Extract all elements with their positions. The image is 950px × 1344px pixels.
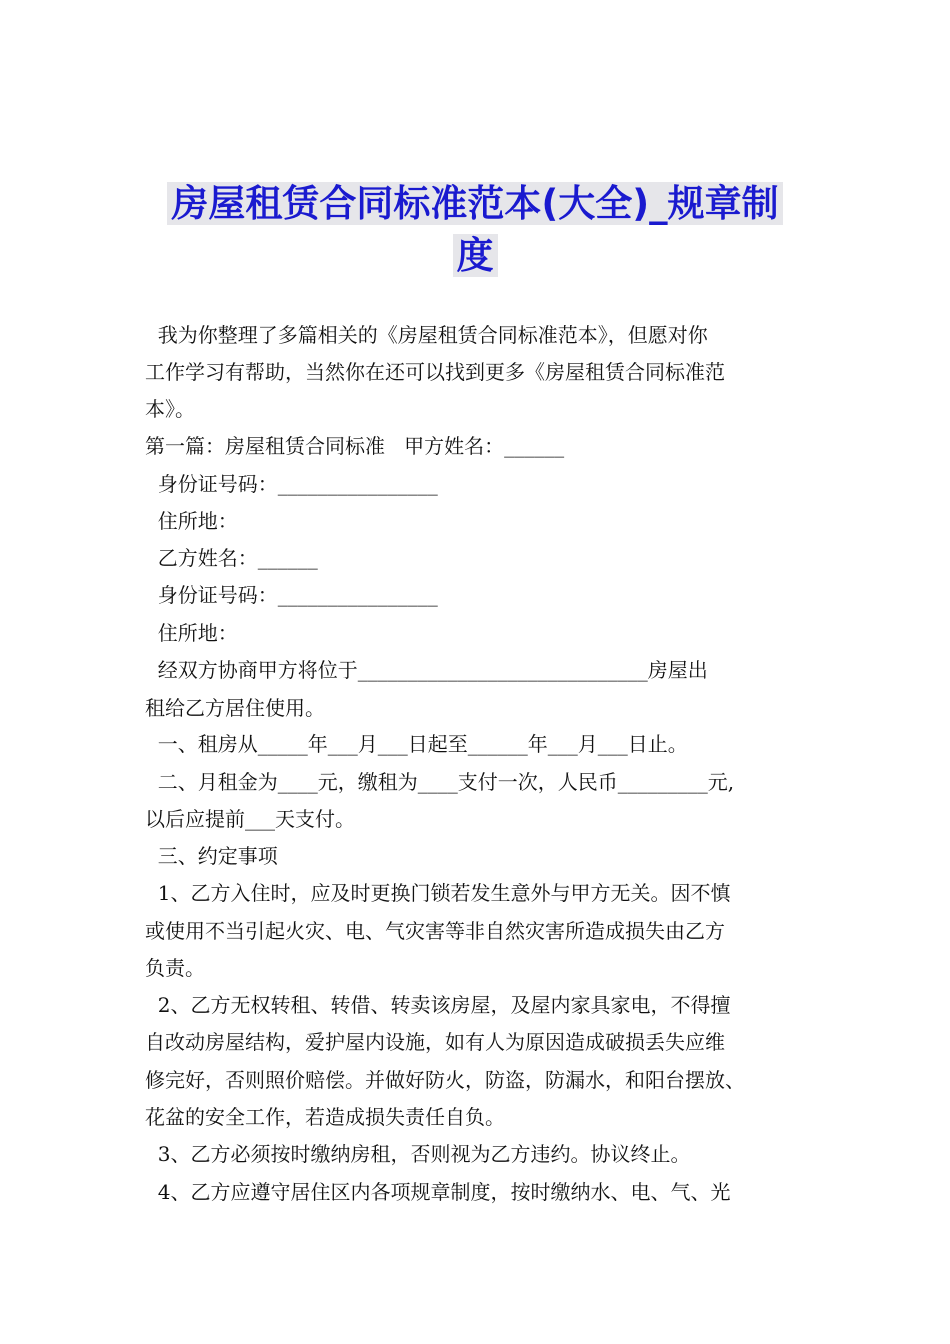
paragraph-line: 经双方协商甲方将位于_____________________________房屋出 (145, 658, 708, 682)
paragraph-line: 三、约定事项 (145, 844, 278, 868)
paragraph-line: 身份证号码：________________ (145, 583, 438, 607)
paragraph-line: 或使用不当引起火灾、电、气灾害等非自然灾害所造成损失由乙方 (145, 919, 725, 943)
paragraph-line: 我为你整理了多篇相关的《房屋租赁合同标准范本》，但愿对你 (145, 323, 708, 347)
paragraph-line: 住所地： (145, 621, 238, 645)
paragraph-line: 3、乙方必须按时缴纳房租，否则视为乙方违约。协议终止。 (145, 1142, 691, 1166)
paragraph-line: 4、乙方应遵守居住区内各项规章制度，按时缴纳水、电、气、光 (145, 1180, 731, 1204)
title-line-2: 度 (453, 234, 498, 277)
paragraph-line: 负责。 (145, 956, 205, 980)
paragraph-line: 2、乙方无权转租、转借、转卖该房屋，及屋内家具家电，不得擅 (145, 993, 731, 1017)
paragraph-line: 第一篇：房屋租赁合同标准 甲方姓名：______ (145, 434, 565, 458)
paragraph-line: 乙方姓名：______ (145, 546, 318, 570)
paragraph-line: 花盆的安全工作，若造成损失责任自负。 (145, 1105, 505, 1129)
paragraph-line: 住所地： (145, 509, 238, 533)
paragraph-line: 租给乙方居住使用。 (145, 696, 325, 720)
paragraph-line: 1、乙方入住时，应及时更换门锁若发生意外与甲方无关。因不慎 (145, 881, 731, 905)
paragraph-line: 二、月租金为____元，缴租为____支付一次，人民币_________元, (145, 770, 735, 794)
paragraph-line: 本》。 (145, 397, 195, 421)
paragraph-line: 工作学习有帮助，当然你在还可以找到更多《房屋租赁合同标准范 (145, 360, 725, 384)
title-line-1: 房屋租赁合同标准范本(大全)_规章制 (167, 182, 782, 225)
paragraph-line: 自改动房屋结构，爱护屋内设施，如有人为原因造成破损丢失应维 (145, 1030, 725, 1054)
paragraph-line: 以后应提前___天支付。 (145, 807, 355, 831)
document-title (150, 178, 800, 282)
paragraph-line: 一、租房从_____年___月___日起至______年___月___日止。 (145, 732, 688, 756)
paragraph-line: 修完好，否则照价赔偿。并做好防火，防盗，防漏水，和阳台摆放、 (145, 1068, 745, 1092)
paragraph-line: 身份证号码：________________ (145, 472, 438, 496)
